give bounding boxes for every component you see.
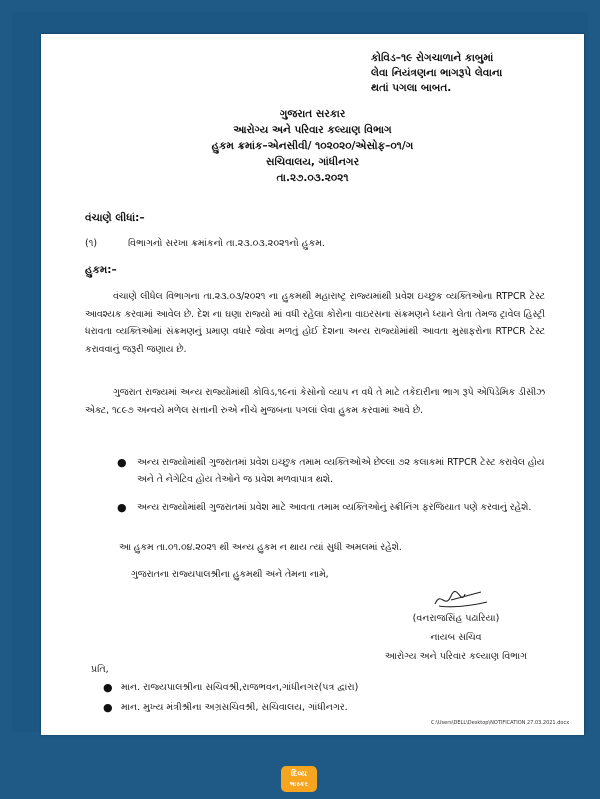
subject-line-2: લેવા નિયંત્રણના ભાગરૂપે લેવાના: [371, 67, 503, 79]
read-label: વંચાણે લીધાં:–: [85, 212, 145, 224]
copy-item-1: [103, 681, 359, 694]
governor-line: ગુજરાતના રાજ્યપાલશ્રીના હુકમથી અને તેમના નામે,: [131, 569, 329, 580]
department-name: આરોગ્ય અને પરિવાર કલ્યાણ વિભાગ: [233, 124, 392, 136]
order-date: તા.૨૭.૦૩.૨૦૨૧: [276, 172, 349, 184]
reference-number: (૧): [85, 238, 98, 249]
bullet-text-1: અન્ય રાજ્યોમાંથી ગુજરાતમાં પ્રવેશ ઇચ્છુક તમામ વ્યક્તિઓએ છેલ્લા ૭૨ કલાકમાં RTPCR ટેસ્ટ કરાવેલ હોય અને તે નેગેટિવ હોય તેઓને જ પ્રવેશ મળવાપાત્ર થશે.: [137, 457, 545, 485]
government-name: ગુજરાત સરકાર: [279, 108, 346, 120]
copy-text-1: માન. રાજ્યપાલશ્રીના સચિવશ્રી,રાજભવન,ગાંધીનગર(પત્ર દ્વારા): [121, 682, 359, 693]
divya-bhaskar-logo: [281, 766, 317, 792]
reference-text: વિભાગનો સરખા ક્રમાંકનો તા.૨૩.૦૩.૨૦૨૧નો હુકમ.: [128, 238, 325, 249]
paragraph-1: વંચાણે લીધેલ વિભાગના તા.૨૩.૦૩/૨૦૨૧ ના હુકમથી મહારાષ્ટ્ર રાજ્યમાંથી પ્રવેશ ઇચ્છુક વ્યક્તિઓના RTPCR ટેસ્ટ આવશ્યક કરવામાં આવેલ છે. દેશ ના ઘણા રાજ્યો માં વધી રહેલા કોરોના વાઇરસના સંક્રમણને ધ્યાને લેતા તેમજ ટ્રાવેલ હિસ્ટ્રી ધરાવતા વ્યક્તિઓમાં સંક્રમણનું પ્રમાણ વધારે જોવા મળતું હોઈ દેશના અન્ય રાજ્યોમાંથી આવતા મુસાફરોના RTPCR ટેસ્ટ કરાવવાનું જરૂરી જણાય છે.: [85, 291, 545, 355]
place: સચિવાલય, ગાંધીનગર: [265, 156, 360, 168]
copy-label: પ્રતિ,: [91, 664, 109, 675]
effective-line: આ હુકમ તા.૦૧.૦૪.૨૦૨૧ થી અન્ય હુકમ ન થાય ત્યાં સુધી અમલમાં રહેશે.: [119, 542, 402, 553]
document-page: [41, 34, 584, 735]
order-label: હુકમ:–: [85, 264, 117, 276]
reference-line: [85, 238, 325, 249]
copy-item-2: [103, 701, 348, 714]
logo-line-2: ભાસ્કર: [289, 781, 309, 788]
document-frame: [12, 12, 588, 732]
bullet-icon: ●: [117, 501, 127, 514]
copy-text-2: માન. મુખ્ય મંત્રીશ્રીના અગ્રસચિવશ્રી, સચિવાલય, ગાંધીનગર.: [121, 702, 348, 713]
order-number: હુકમ ક્રમાંક–એનસીવી/ ૧૦૨૦૨૦/એસોફ–૦૧/ગ: [211, 140, 414, 152]
logo-line-1: દિવ્ય: [291, 769, 307, 778]
signatory-name: (વનરાજસિંહ પઢારિયા): [412, 613, 500, 624]
signatory-block: [341, 609, 571, 666]
subject-block: [371, 51, 571, 96]
signatory-department: આરોગ્ય અને પરિવાર કલ્યાણ વિભાગ: [384, 651, 528, 662]
bullet-item-1: [117, 454, 547, 488]
paragraph-2: ગુજરાત રાજ્યમાં અન્ય રાજ્યોમાંથી કોવિડ,૧૯નાં કેસોનો વ્યાપ ન વધે તે માટે તકેદારીના ભાગ રૂપે એપિડેમિક ડીસીઝ એક્ટ, ૧૮૯૭ અન્વયે મળેલ સત્તાની રુએ નીચે મુજબના પગલાં લેવા હુકમ કરવામાં આવે છે.: [85, 387, 545, 416]
subject-line-3: થતાં પગલા બાબત.: [371, 82, 452, 94]
bullet-icon: ●: [103, 701, 113, 714]
file-path: C:\Users\DELL\Desktop\NOTIFICATION 27.03.2021.docx: [431, 720, 570, 726]
bullet-item-2: [117, 499, 547, 516]
signatory-designation: નાયબ સચિવ: [430, 632, 482, 643]
heading-block: [41, 106, 584, 186]
bullet-text-2: અન્ય રાજ્યોમાંથી ગુજરાતમાં પ્રવેશ માટે આવતા તમામ વ્યક્તિઓનું સ્ક્રીનિંગ ફરજિયાત પણે કરવાનું રહેશે.: [137, 502, 532, 513]
subject-line-1: કોવિડ–૧૯ રોગચાળાને કાબુમાં: [371, 52, 494, 64]
bullet-icon: ●: [117, 456, 127, 469]
bullet-icon: ●: [103, 681, 113, 694]
